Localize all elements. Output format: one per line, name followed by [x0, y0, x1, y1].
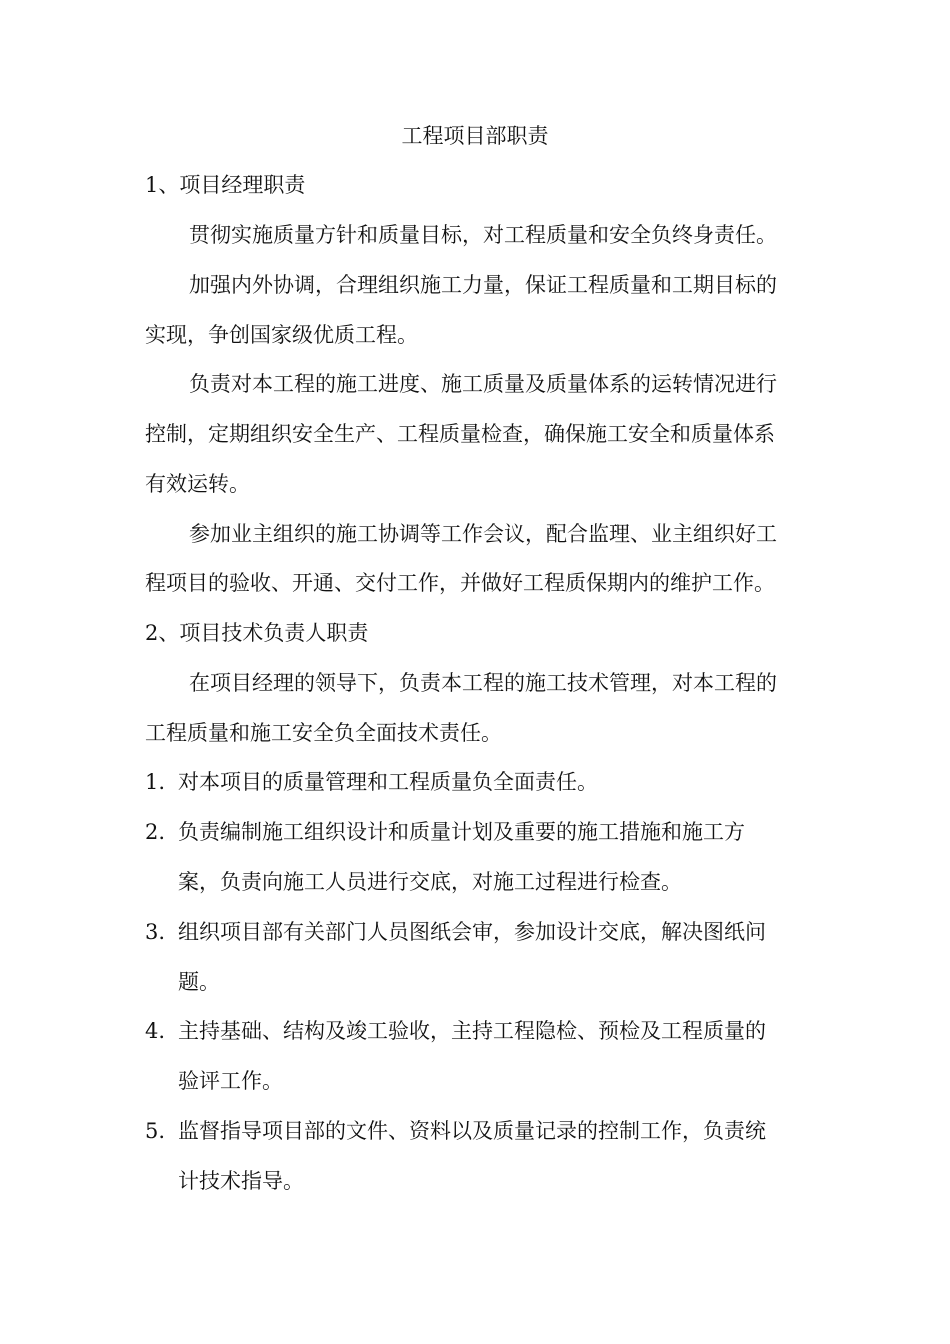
section-1-paragraph-3-line-3: 有效运转。 — [145, 472, 250, 496]
list-item-number: 2. — [145, 820, 166, 844]
section-1-paragraph-4-line-2: 程项目的验收、开通、交付工作，并做好工程质保期内的维护工作。 — [145, 571, 775, 595]
list-item-number: 5. — [145, 1119, 166, 1143]
section-1-paragraph-1: 贯彻实施质量方针和质量目标，对工程质量和安全负终身责任。 — [189, 223, 777, 247]
document-title: 工程项目部职责 — [401, 124, 549, 148]
list-item-text: 监督指导项目部的文件、资料以及质量记录的控制工作，负责统 — [178, 1119, 766, 1143]
list-item-text-continued: 案，负责向施工人员进行交底，对施工过程进行检查。 — [178, 870, 682, 894]
list-item-text-continued: 验评工作。 — [178, 1069, 283, 1093]
list-item-number: 4. — [145, 1019, 166, 1043]
section-1-paragraph-2-line-2: 实现，争创国家级优质工程。 — [145, 323, 418, 347]
section-2-intro-line-2: 工程质量和施工安全负全面技术责任。 — [145, 721, 502, 745]
section-1-paragraph-3-line-2: 控制，定期组织安全生产、工程质量检查，确保施工安全和质量体系 — [145, 422, 775, 446]
section-2-intro-line-1: 在项目经理的领导下，负责本工程的施工技术管理，对本工程的 — [189, 671, 777, 695]
list-item-number: 1. — [145, 770, 166, 794]
list-item-text: 负责编制施工组织设计和质量计划及重要的施工措施和施工方 — [178, 820, 745, 844]
list-item-text-continued: 计技术指导。 — [178, 1169, 304, 1193]
list-item-text-continued: 题。 — [178, 970, 220, 994]
section-1-heading: 1、项目经理职责 — [145, 173, 306, 197]
list-item-number: 3. — [145, 920, 166, 944]
list-item-text: 组织项目部有关部门人员图纸会审，参加设计交底，解决图纸问 — [178, 920, 766, 944]
section-1-paragraph-2-line-1: 加强内外协调，合理组织施工力量，保证工程质量和工期目标的 — [189, 273, 777, 297]
list-item-text: 主持基础、结构及竣工验收，主持工程隐检、预检及工程质量的 — [178, 1019, 766, 1043]
section-2-heading: 2、项目技术负责人职责 — [145, 621, 369, 645]
section-1-paragraph-4-line-1: 参加业主组织的施工协调等工作会议，配合监理、业主组织好工 — [189, 522, 777, 546]
list-item-text: 对本项目的质量管理和工程质量负全面责任。 — [178, 770, 598, 794]
section-1-paragraph-3-line-1: 负责对本工程的施工进度、施工质量及质量体系的运转情况进行 — [189, 372, 777, 396]
